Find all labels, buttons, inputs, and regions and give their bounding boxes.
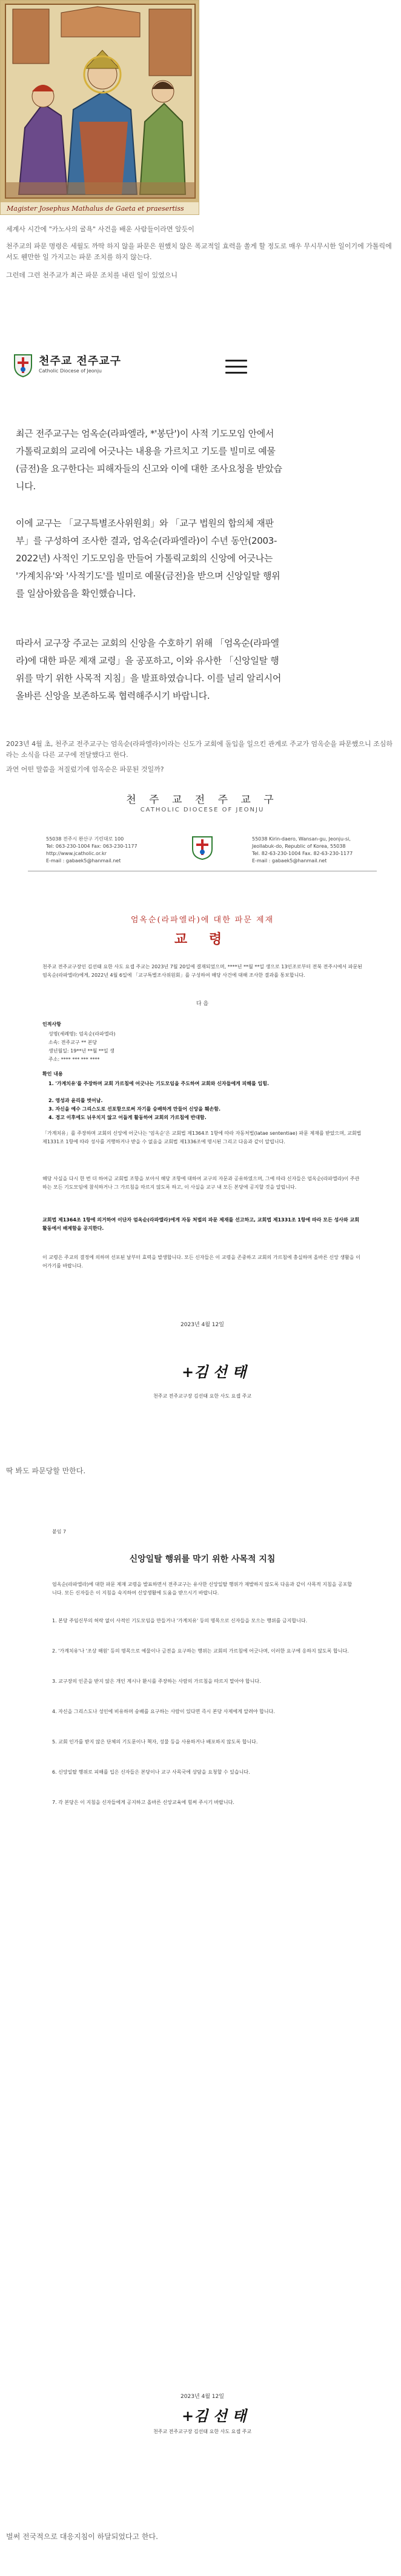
guideline-item-5: 5. 교회 인가를 받지 않은 단체의 기도문이나 책자, 성물 등을 사용하거나 배포하지 않도록 합니다.: [52, 1739, 258, 1745]
reaction-line: 딱 봐도 파문당할 만한다.: [6, 1467, 86, 1475]
announcement-paragraph-2: 이에 교구는 「교구특별조사위원회」와 「교구 법원의 합의체 재판부」를 구성하여 조사한 결과, 엄옥순(라파엘라)이 수년 동안(2003-2022년) 사적인 기도모임을 만들어 가톨릭교회의 신앙에 어긋나는 '가계치유'와 '사적기도'를 빌미로 예물(금전)을 받으며 신앙일탈 행위를 일삼아왔음을 확인했습니다.: [16, 518, 280, 599]
guideline-intro: 엄옥순(라파엘라)에 대한 파문 제재 교령을 발표하면서 전주교구는 유사한 신앙일탈 행위가 재발하지 않도록 다음과 같이 사목적 지침을 공포합니다. 모든 신자들은 이 지침을 숙지하여 신앙생활에 도움을 받으시기 바랍니다.: [52, 1582, 353, 1596]
closing-line: 벌써 전국적으로 대응지침이 하달되었다고 한다.: [6, 2532, 158, 2541]
announcement-paragraph-1: 최근 전주교구는 엄옥순(라파엘라, *'봉단')이 사적 기도모임 안에서 가톨릭교회의 교리에 어긋나는 내용을 가르치고 기도를 빌미로 예물(금전)을 요구한다는 피해자들의 신고와 이에 대한 조사요청을 받았습니다.: [16, 428, 282, 492]
personal-info-birth: 생년월일: 19**년 **월 **일 생: [48, 1048, 114, 1054]
guideline-date: 2023년 4월 12일: [181, 2394, 224, 2400]
manuscript-caption: Magister Josephus Mathalus de Gaeta et praesertiss: [7, 205, 184, 213]
guideline-title: 신앙일탈 행위를 막기 위한 사목적 지침: [129, 1554, 276, 1564]
decree-subject: 엄옥순(라파엘라)에 대한 파문 제재: [130, 916, 274, 925]
announcement-paragraph-3: 따라서 교구장 주교는 교회의 신앙을 수호하기 위해 「엄옥순(라파엘라)에 대한 파문 제재 교령」을 공포하고, 이와 유사한 「신앙일탈 행위를 막기 위한 사목적 지침」을 발표하였습니다. 이를 널리 알리시어 올바른 신앙을 보존하도록 협력해주시기 바랍니다.: [16, 638, 282, 701]
guideline-item-2: 2. '가계치유'나 '조상 해원' 등의 명목으로 예물이나 금전을 요구하는 행위는 교회의 가르침에 어긋나며, 이러한 요구에 응하지 않도록 합니다.: [52, 1648, 349, 1654]
finding-item-4: 4. 경고 이후에도 뉘우치지 않고 어둡게 활동하여 교회의 가르침에 반대함.: [48, 1115, 207, 1120]
finding-item-3: 3. 자신을 예수 그리스도로 선포함으로써 자기를 숭배하게 만들어 신앙을 훼손함.: [48, 1106, 221, 1112]
guideline-item-7: 7. 각 본당은 이 지침을 신자들에게 공지하고 올바른 신앙교육에 힘써 주시기 바랍니다.: [52, 1800, 234, 1805]
decree-address-en: 55038 Kirin-daero, Wansan-gu, Jeonju-si, Jeollabuk-do, Republic of Korea, 55038 Tel. 82-63-230-1004 Fax. 82-63-230-1177 E-mail : gabaek5@hanmail.net: [252, 836, 353, 864]
personal-info-heading: 인적사항: [42, 1022, 61, 1027]
intro-transition: 그런데 그런 천주교가 최근 파문 조치를 내린 일이 있었으니: [6, 271, 177, 279]
personal-info-address: 주소: **** *** *** ****: [48, 1057, 100, 1062]
finding-item-2: 2. 영성과 윤리를 벗어남.: [48, 1098, 103, 1103]
decree-body-4: 이 교령은 주교의 결정에 의하며 선포된 날부터 효력을 발생합니다. 모든 신자들은 이 교령을 존중하고 교회의 가르침에 충실하며 올바른 신앙 생활을 이어가기를 바랍니다.: [42, 1255, 360, 1269]
diocese-seal-icon: [190, 833, 214, 860]
personal-info-name: 성명(세례명): 엄옥순(라파엘라): [48, 1031, 116, 1037]
decree-address-ko: 55038 전주시 완산구 기린대로 100 Tel: 063-230-1004 Fax: 063-230-1177 http://www.jcatholic.or.kr E-mail : gabaek5@hanmail.net: [46, 836, 138, 864]
findings-heading: 확인 내용: [42, 1071, 63, 1077]
diocese-logo-icon: [12, 351, 34, 378]
bishop-title: 천주교 전주교구장 김선태 요한 사도 요셉 주교: [153, 1393, 252, 1399]
guideline-item-3: 3. 교구장의 인준을 받지 않은 개인 계시나 환시를 주장하는 사람의 가르침을 따르지 말아야 합니다.: [52, 1679, 261, 1684]
site-subtitle: Catholic Diocese of Jeonju: [39, 368, 102, 374]
guideline-item-4: 4. 자신을 그리스도나 성인에 비유하며 숭배를 요구하는 사람이 있다면 즉시 본당 사제에게 알려야 합니다.: [52, 1709, 275, 1714]
commentary-question: 과연 어떤 말씀을 저질렀기에 엄옥순은 파문된 것일까?: [6, 765, 164, 773]
decree-body-1: 천주교 전주교구장인 김선태 요한 사도 요셉 주교는 2023년 7월 20일에 결재되었으며, ****년 **월 **일 생으로 13인조로부터 전북 전주시에서 파문된 엄옥순(라파엘라)에게, 2022년 4월 6일에 「교구특별조사위원회」를 구성하여 해당 사건에 대해 조사한 결과를 통보합니다.: [42, 964, 362, 978]
diocese-site-header: [0, 339, 279, 394]
menu-icon[interactable]: [225, 360, 247, 375]
decree-document: [28, 787, 377, 1441]
intro-paragraph: 천주교의 파문 명령은 세월도 까딱 하지 않을 파문은 원했치 않은 폭교적일 효력을 쏠게 할 정도로 매우 무시무시한 일이기에 가톨릭에서도 웬만한 일 가지고는 파문 조치를 하지 않는다.: [6, 242, 392, 261]
guideline-item-1: 1. 본당 주임신부의 허락 없이 사적인 기도모임을 만들거나 '가계치유' 등의 명목으로 신자들을 모으는 행위를 금지합니다.: [52, 1618, 308, 1623]
decree-letterhead: 천 주 교 전 주 교 구: [126, 794, 279, 806]
attachment-tag: 붙임 7: [52, 1529, 67, 1534]
site-title: 천주교 전주교구: [39, 355, 121, 368]
manuscript-illumination-image: [0, 0, 199, 215]
decree-date: 2023년 4월 12일: [181, 1322, 224, 1328]
finding-item-1: 1. '가계치유'를 주장하며 교회 가르침에 어긋나는 기도모임을 주도하여 교회와 신자들에게 피해를 입힘.: [48, 1081, 270, 1086]
personal-info-parish: 소속: 전주교구 ** 본당: [48, 1040, 98, 1045]
manuscript-art: [1, 1, 199, 215]
bishop-signature: +김 선 태: [182, 1363, 247, 1381]
decree-letterhead-en: CATHOLIC DIOCESE OF JEONJU: [140, 807, 265, 813]
guideline-signer: 천주교 전주교구장 김선태 요한 사도 요셉 주교: [153, 2429, 252, 2434]
commentary-paragraph: 2023년 4월 초, 천주교 전주교구는 엄옥순(라파엘라)이라는 신도가 교회에 돌입을 일으킨 관계로 주교가 엄옥순을 파문했으니 조심하라는 소식을 다른 교구에 전달했다고 한다.: [6, 740, 393, 759]
guideline-signature: +김 선 태: [182, 2407, 247, 2425]
decree-ruling: 교회법 제1364조 1항에 의거하여 이단자 엄옥순(라파엘라)에게 자동 처벌의 파문 제재를 선고하고, 교회법 제1331조 1항에 따라 모든 성사와 교회 활동에서 배제함을 공지한다.: [42, 1217, 359, 1231]
decree-next-label: 다 음: [196, 1001, 209, 1007]
decree-title: 교 령: [174, 931, 231, 947]
guideline-item-6: 6. 신앙일탈 행위로 피해를 입은 신자들은 본당이나 교구 사목국에 상담을 요청할 수 있습니다.: [52, 1769, 250, 1775]
pastoral-guideline-document: [28, 1514, 377, 2459]
decree-body-3: 해당 사실을 다시 한 번 더 하여금 교회법 조항을 보아서 해당 조항에 대하여 교구의 자문과 공유하였으며, 그에 따라 신자들은 엄옥순(라파엘라)이 주관하는 모든 기도모임에 참석하거나 그 가르침을 따르지 않도록 하고, 이 사실을 교구 내 모든 본당에 공지할 것을 알립니다.: [42, 1176, 360, 1190]
decree-body-2: 「가계치유」를 주장하며 교회의 신앙에 어긋나는 '엄옥순'은 교회법 제1364조 1항에 따라 자동처벌(latae sententiae) 파문 제재를 받았으며, 교회법 제1331조 1항에 따라 성사를 거행하거나 받을 수 없음을 교회법 제1336조에 명시된 그리고 다음과 같이 알립니다.: [42, 1131, 362, 1144]
intro-line: 세계사 시간에 "카노사의 굴욕" 사건을 배운 사람들이라면 알듯이: [6, 225, 194, 233]
